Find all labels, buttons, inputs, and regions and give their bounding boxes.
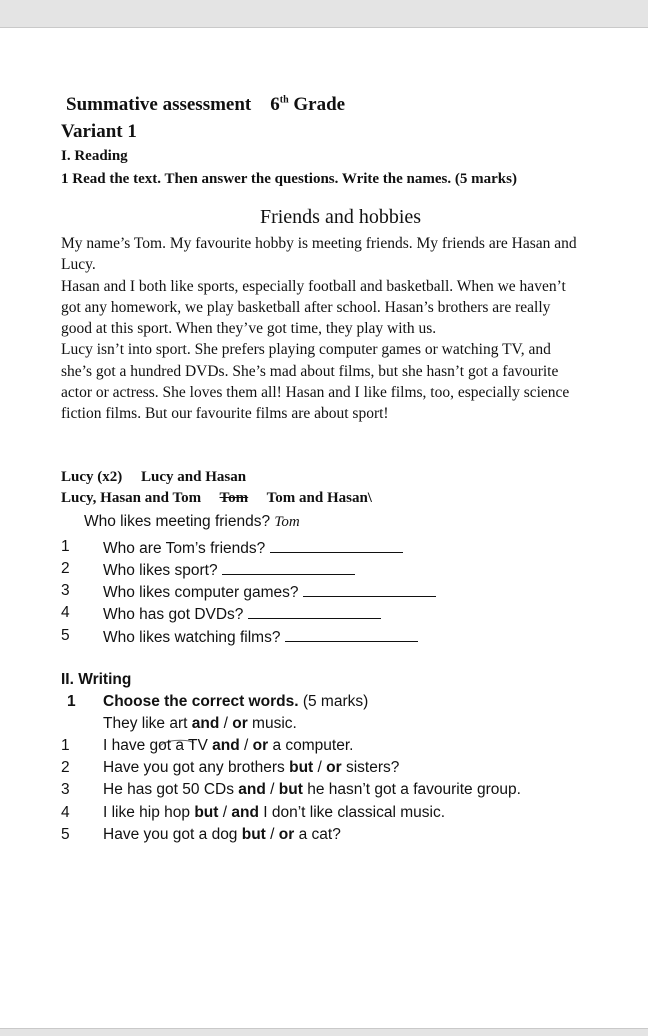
task-text: [103, 693, 368, 711]
choice-option[interactable]: but: [194, 804, 219, 821]
question-label: Who likes sport?: [103, 562, 218, 579]
item-text: [103, 759, 399, 777]
reading-task-instruction: 1 Read the text. Then answer the questions. Write the names. (5 marks): [61, 171, 517, 187]
question-label: Who likes computer games?: [103, 584, 299, 601]
item-text: [103, 737, 353, 755]
passage-line: actor or actress. She loves them all! Hasan and I like films, too, especially science: [61, 384, 570, 402]
choice-option[interactable]: or: [232, 715, 248, 732]
item-pre: I like hip hop: [103, 804, 191, 821]
item-number: 4: [61, 804, 70, 821]
passage-line: Lucy isn’t into sport. She prefers playing computer games or watching TV, and: [61, 341, 551, 359]
question-number: 1: [61, 538, 70, 555]
question-label: Who has got DVDs?: [103, 606, 244, 623]
writing-example: [103, 715, 297, 733]
choice-option[interactable]: or: [326, 759, 342, 776]
choice-separator: /: [222, 804, 228, 821]
item-text: [103, 804, 445, 822]
example-question: [84, 513, 300, 531]
example-post: music.: [252, 715, 297, 732]
item-post: sisters?: [345, 759, 400, 776]
section-reading-heading: I. Reading: [61, 148, 128, 164]
example-question-text: Who likes meeting friends?: [84, 513, 271, 530]
item-pre: He has got 50 CDs: [103, 781, 234, 798]
example-answer: Tom: [274, 514, 300, 530]
item-post: a computer.: [272, 737, 354, 754]
answer-blank[interactable]: [285, 627, 418, 642]
passage-line: got any homework, we play basketball after school. Hasan’s brothers are really: [61, 298, 551, 316]
item-pre: Have you got a dog: [103, 826, 238, 843]
item-number: 3: [61, 781, 70, 798]
choice-separator: /: [223, 715, 228, 732]
name-option: Lucy (x2): [61, 469, 123, 485]
variant-label: Variant 1: [61, 121, 137, 142]
item-pre: I have got a TV: [103, 737, 208, 754]
item-text: [103, 781, 521, 799]
choice-option[interactable]: and: [231, 804, 259, 821]
task-number: 1: [67, 693, 76, 710]
item-number: 1: [61, 737, 70, 754]
task-marks: (5 marks): [302, 693, 369, 710]
name-option: Lucy, Hasan and Tom: [61, 490, 202, 506]
item-text: [103, 826, 341, 844]
name-bank-row-2: [61, 490, 372, 507]
passage-text: [61, 233, 577, 425]
choice-separator: /: [244, 737, 249, 754]
passage-line: she’s got a hundred DVDs. She’s mad about films, but she hasn’t got a favourite: [61, 362, 559, 380]
grade-suffix: th: [279, 94, 289, 106]
question-number: 5: [61, 627, 70, 644]
choice-option[interactable]: or: [252, 737, 269, 754]
section-writing-heading: II. Writing: [61, 671, 132, 688]
question-text: [103, 538, 403, 558]
question-label: Who likes watching films?: [103, 629, 281, 646]
choice-option[interactable]: and: [212, 737, 240, 754]
question-text: [103, 582, 436, 602]
choice-separator: /: [270, 781, 275, 798]
name-bank-row-1: [61, 469, 246, 486]
question-label: Who are Tom’s friends?: [103, 540, 266, 557]
name-option-crossed-out: Tom: [219, 490, 249, 506]
answer-blank[interactable]: [248, 604, 381, 619]
choice-option[interactable]: but: [278, 781, 303, 798]
answer-blank[interactable]: [303, 582, 436, 597]
question-number: 3: [61, 582, 70, 599]
choice-option[interactable]: and: [238, 781, 266, 798]
question-text: [103, 604, 381, 624]
item-post: he hasn’t got a favourite group.: [307, 781, 521, 798]
choice-option[interactable]: but: [289, 759, 314, 776]
question-number: 2: [61, 560, 70, 577]
passage-line: My name’s Tom. My favourite hobby is meeting friends. My friends are Hasan and: [61, 235, 577, 252]
passage-line: fiction films. But our favourite films are about sport!: [61, 405, 389, 423]
item-post: I don’t like classical music.: [263, 804, 446, 821]
passage-line: good at this sport. When they’ve got time, they play with us.: [61, 320, 437, 338]
question-text: [103, 560, 355, 580]
choice-separator: /: [317, 759, 322, 776]
name-option: Tom and Hasan\: [266, 490, 372, 506]
item-post: a cat?: [298, 826, 341, 843]
worksheet-page: [0, 27, 648, 1029]
answer-blank[interactable]: [270, 538, 403, 553]
page-title: [66, 94, 345, 116]
item-number: 5: [61, 826, 70, 843]
item-number: 2: [61, 759, 70, 776]
choice-separator: /: [270, 826, 275, 843]
passage-line: Hasan and I both like sports, especially football and basketball. When we haven’t: [61, 277, 566, 295]
answer-blank[interactable]: [222, 560, 355, 575]
assessment-title: Summative assessment: [66, 94, 252, 115]
question-number: 4: [61, 604, 70, 621]
choice-option[interactable]: or: [278, 826, 295, 843]
example-pre: They like art: [103, 715, 188, 732]
grade-word: Grade: [293, 94, 346, 115]
name-option: Lucy and Hasan: [141, 469, 247, 485]
item-pre: Have you got any brothers: [103, 759, 285, 776]
task-bold: Choose the correct words.: [103, 693, 299, 710]
question-text: [103, 627, 418, 647]
choice-option[interactable]: but: [241, 826, 266, 843]
grade-number: 6: [270, 94, 280, 115]
choice-option[interactable]: and: [191, 715, 220, 732]
passage-title: Friends and hobbies: [259, 206, 422, 228]
passage-line: Lucy.: [61, 256, 96, 274]
